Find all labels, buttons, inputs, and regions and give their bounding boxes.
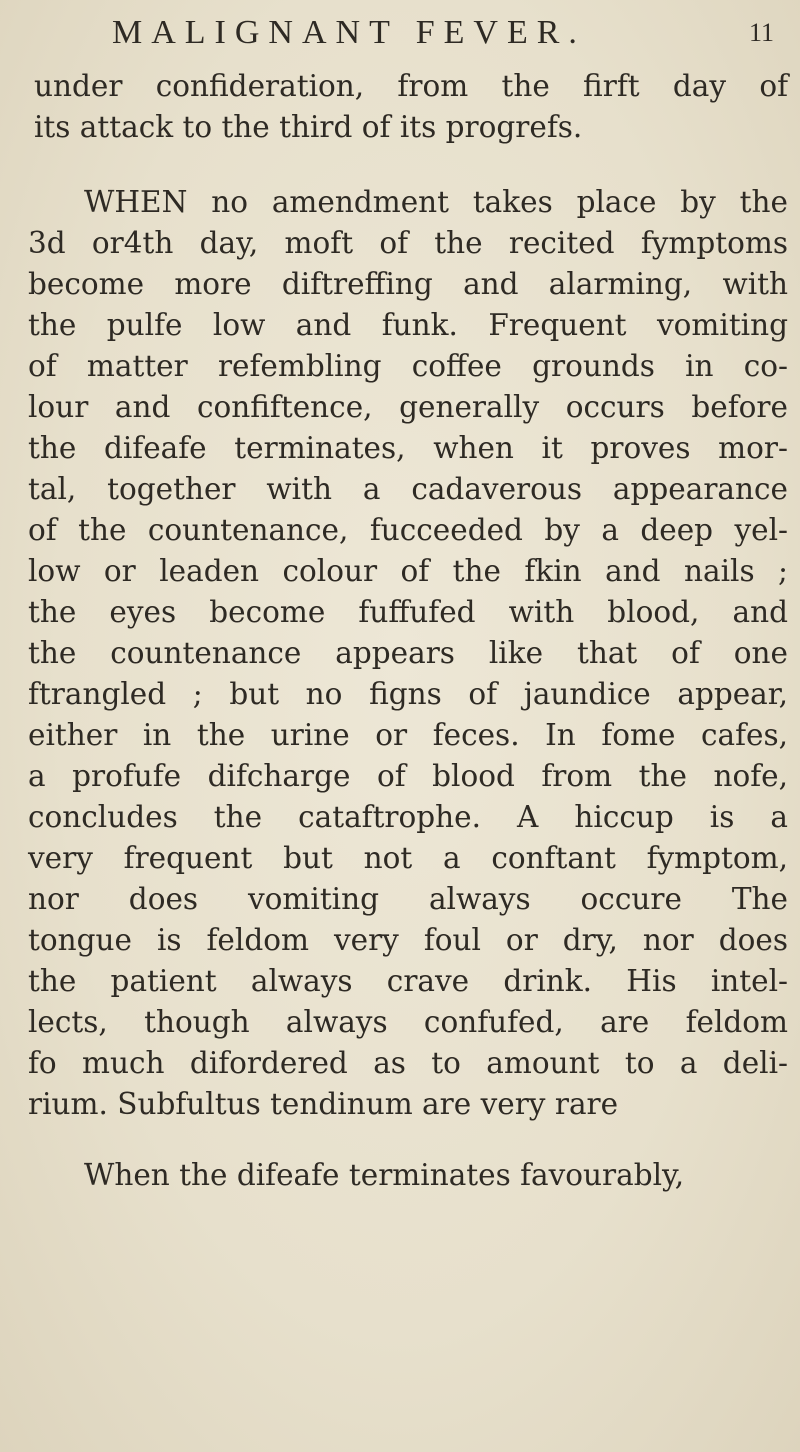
text-line: rium. Subfultus tendinum are very rare [28,1087,619,1121]
text-line: the difeafe terminates, when it proves mor- [28,431,788,465]
text-line: When the difeafe terminates favourably, [84,1158,685,1192]
text-line: fo much difordered as to amount to a deli- [28,1046,788,1080]
text-line: the patient always crave drink. His intel- [28,964,788,998]
text-line: very frequent but not a conftant fymptom, [28,841,788,875]
text-line: its attack to the third of its progrefs. [34,110,583,144]
text-line: of the countenance, fucceeded by a deep yel- [28,513,788,547]
running-title: MALIGNANT FEVER. [112,14,586,51]
text-line: concludes the cataftrophe. A hiccup is a [28,800,788,834]
text-line: become more diftreffing and alarming, with [28,267,788,301]
text-line: the pulfe low and funk. Frequent vomiting [28,308,788,342]
paragraph-3 [28,1155,788,1196]
paragraph-2 [28,182,788,1125]
page-number: 11 [748,18,774,47]
text-line: low or leaden colour of the fkin and nails ; [28,554,788,588]
text-line: 3d or4th day, moft of the recited fymptoms [28,226,788,260]
text-line: WHEN no amendment takes place by the [84,185,788,219]
paragraph-1 [28,66,788,148]
text-line: ftrangled ; but no figns of jaundice appear, [28,677,788,711]
text-line: lour and confiftence, generally occurs before [28,390,788,424]
text-line: tongue is feldom very foul or dry, nor does [28,923,788,957]
text-line: under confideration, from the firft day of [34,69,788,103]
text-line: a profufe difcharge of blood from the nofe, [28,759,788,793]
text-line: lects, though always confufed, are feldom [28,1005,788,1039]
text-line: the countenance appears like that of one [28,636,788,670]
text-line: of matter refembling coffee grounds in co- [28,349,788,383]
text-line: nor does vomiting always occure The [28,882,788,916]
body-text [28,66,788,1196]
text-line: either in the urine or feces. In fome cafes, [28,718,788,752]
text-line: the eyes become fuffufed with blood, and [28,595,788,629]
text-line: tal, together with a cadaverous appearance [28,472,788,506]
